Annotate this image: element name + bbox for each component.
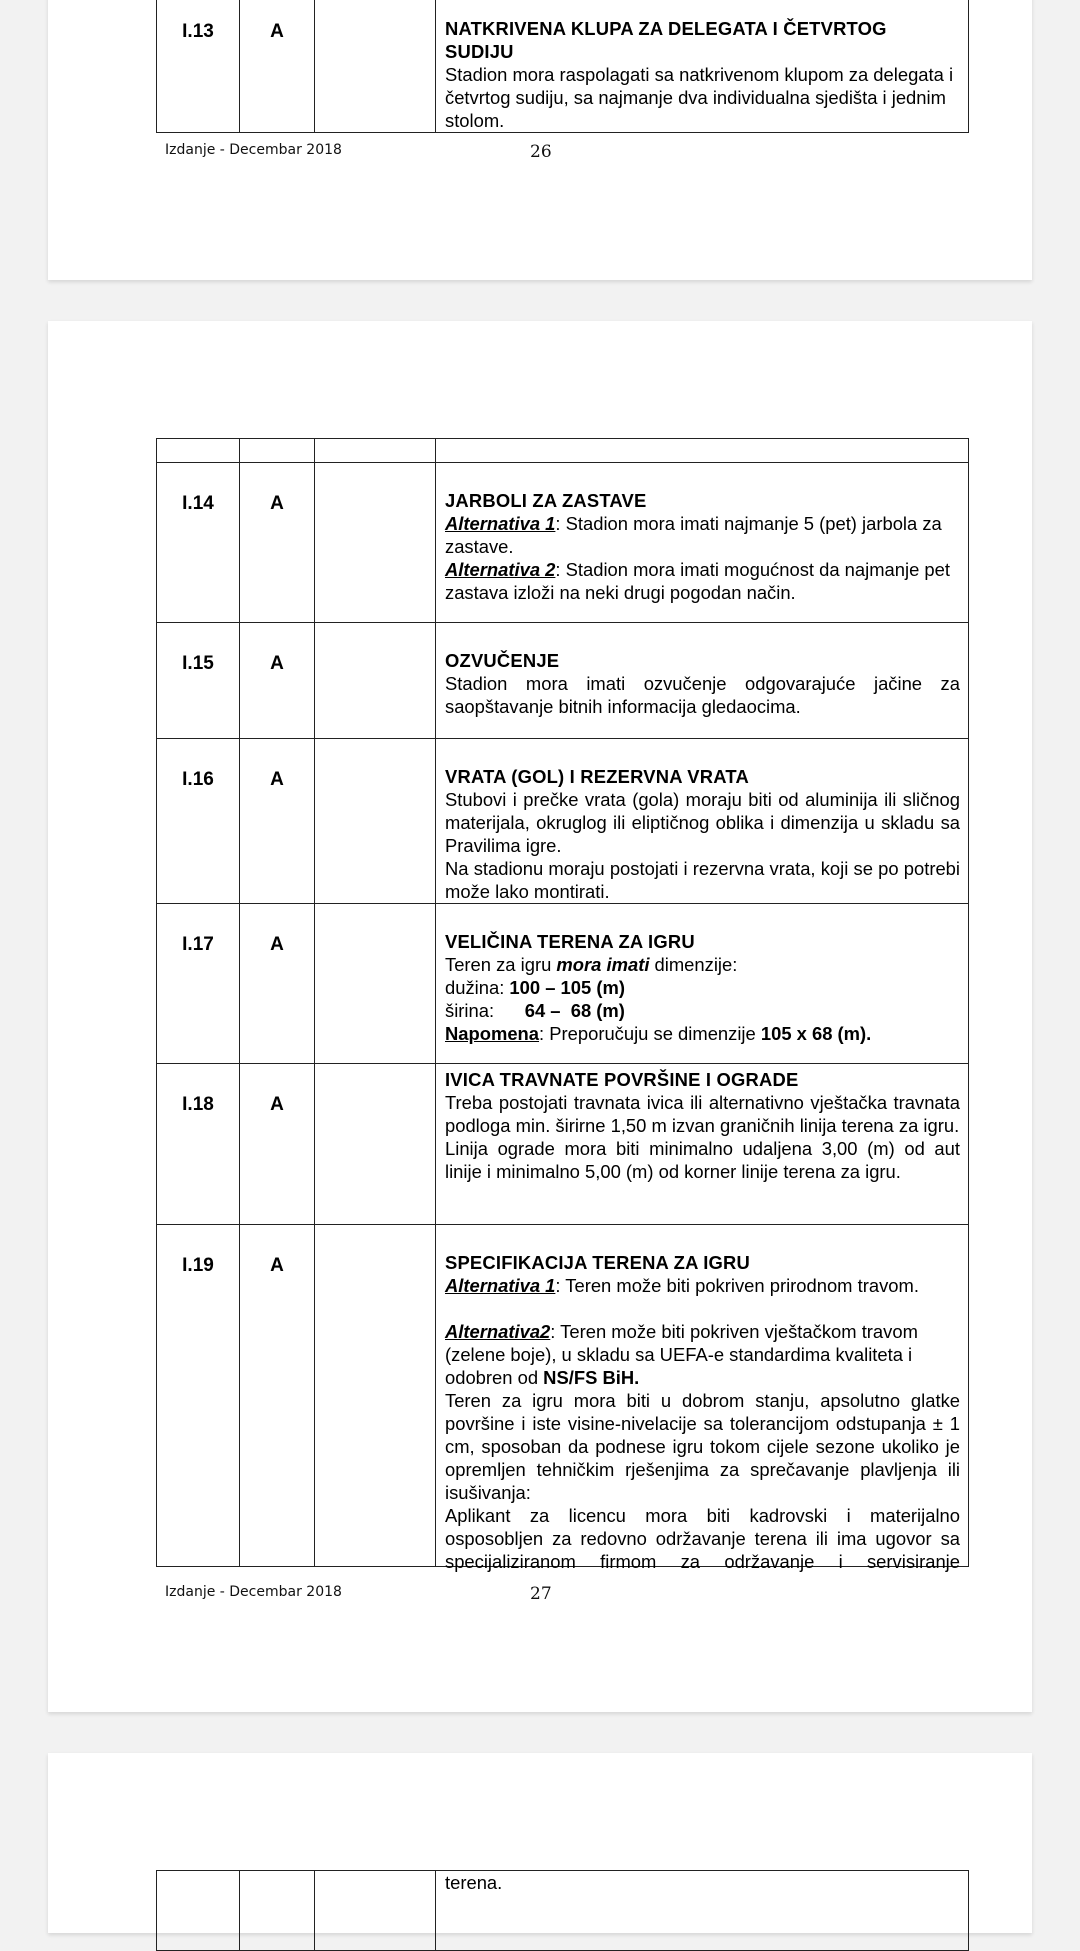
row-text: Na stadionu moraju postojati i rezervna vrata, koji se po potrebi može lako montirati. (445, 858, 960, 902)
width-value: 64 – 68 (m) (524, 1000, 625, 1021)
requirements-table (156, 1870, 969, 1951)
row-text: Linija ograde mora biti minimalno udaljena 3,00 (m) od aut linije i minimalno 5,00 (m) od korner linije terena za igru. (445, 1138, 960, 1182)
table-row (157, 623, 969, 739)
row-level: A (240, 1225, 315, 1567)
row-text (445, 512, 960, 558)
row-code: I.18 (157, 1064, 240, 1225)
empty-cell (315, 1871, 436, 1951)
requirements-table (156, 0, 969, 133)
row-code: I.13 (157, 0, 240, 133)
empty-cell (157, 1871, 240, 1951)
row-text: Treba postojati travnata ivica ili alternativno vještačka travnata podloga min. širirne 1,50 m izvan graničnih linija terena za igru. (445, 1092, 960, 1136)
table-row (157, 1871, 969, 1951)
note-value: 105 x 68 (m). (760, 1023, 872, 1044)
row-description (436, 739, 969, 904)
empty-cell (315, 739, 436, 904)
row-level: A (240, 623, 315, 739)
empty-cell (315, 904, 436, 1064)
table-row (157, 1064, 969, 1225)
alternative-label: Alternativa 2 (445, 559, 556, 580)
row-level: A (240, 904, 315, 1064)
alternative-text: : Teren može biti pokriven vještačkom travom (zelene boje), u skladu sa UEFA-e standardima kvaliteta i odobren od (445, 1321, 918, 1388)
row-description (436, 623, 969, 739)
row-title: VELIČINA TERENA ZA IGRU (445, 931, 695, 952)
alternative-text: : Teren može biti pokriven prirodnom travom. (555, 1275, 919, 1296)
empty-cell (315, 1064, 436, 1225)
row-code: I.15 (157, 623, 240, 739)
alternative-label: Alternativa 1 (445, 513, 556, 534)
row-text: Aplikant za licencu mora biti kadrovski i materijalno osposobljen za redovno održavanje terena ili ima ugovor sa specijaliziranom firmom za održavanje i servisiranje (445, 1505, 960, 1572)
table-row (157, 463, 969, 623)
empty-cell (240, 1871, 315, 1951)
row-code: I.14 (157, 463, 240, 623)
table-header-row (157, 439, 969, 463)
text-span: Teren za igru (445, 954, 557, 975)
alternative-label: Alternativa2 (445, 1321, 551, 1342)
row-code: I.16 (157, 739, 240, 904)
width-line (445, 999, 960, 1022)
empty-cell (315, 0, 436, 133)
row-text (445, 1274, 960, 1297)
row-title: JARBOLI ZA ZASTAVE (445, 490, 647, 511)
organization-name: NS/FS BiH. (543, 1367, 640, 1388)
row-text: Teren za igru mora biti u dobrom stanju, apsolutno glatke površine i iste visine-nivelacije sa tolerancijom odstupanja ± 1 cm, sposoban da podnese igru tokom cijele sezone ukoliko je opremljen tehničkim rješenjima za sprečavanje plavljenja ili isušivanja: (445, 1390, 960, 1503)
page-28 (48, 1753, 1032, 1933)
empty-cell (315, 1225, 436, 1567)
empty-cell (436, 439, 969, 463)
row-description (436, 1064, 969, 1225)
empty-cell (315, 439, 436, 463)
empty-cell (157, 439, 240, 463)
row-text (445, 558, 960, 604)
page-number: 27 (530, 1584, 552, 1604)
row-text: terena. (445, 1872, 503, 1893)
row-level: A (240, 739, 315, 904)
row-level: A (240, 463, 315, 623)
row-level: A (240, 0, 315, 133)
table-row (157, 739, 969, 904)
row-title: NATKRIVENA KLUPA ZA DELEGATA I ČETVRTOG SUDIJU (445, 18, 887, 62)
row-text (445, 953, 960, 976)
text-span: širina: (445, 1000, 525, 1021)
table-row (157, 1225, 969, 1567)
empty-cell (240, 439, 315, 463)
note-label: Napomena (445, 1023, 540, 1044)
row-text: Stadion mora imati ozvučenje odgovarajuće jačine za saopštavanje bitnih informacija gledaocima. (445, 673, 960, 717)
row-text: Stubovi i prečke vrata (gola) moraju biti od aluminija ili sličnog materijala, okruglog ili eliptičnog oblika i dimenzija u skladu sa Pravilima igre. (445, 789, 960, 856)
note-line (445, 1022, 960, 1045)
alternative-label: Alternativa 1 (445, 1275, 556, 1296)
row-text: Stadion mora raspolagati sa natkrivenom klupom za delegata i četvrtog sudiju, sa najmanje dva individualna sjedišta i jednim stolom. (445, 64, 954, 131)
text-span: dužina: (445, 977, 510, 998)
text-span: : Preporučuju se dimenzije (539, 1023, 761, 1044)
empty-cell (315, 463, 436, 623)
table-row (157, 904, 969, 1064)
row-description (436, 463, 969, 623)
row-title: IVICA TRAVNATE POVRŠINE I OGRADE (445, 1069, 799, 1090)
footer-edition: Izdanje - Decembar 2018 (165, 1584, 342, 1600)
text-span: mora imati (556, 954, 650, 975)
row-level: A (240, 1064, 315, 1225)
row-description (436, 1225, 969, 1572)
length-value: 100 – 105 (m) (509, 977, 625, 998)
alternative-text: : Stadion mora imati mogućnost da najmanje pet zastava izloži na neki drugi pogodan način. (445, 559, 950, 603)
spacer (445, 1297, 960, 1320)
row-title: SPECIFIKACIJA TERENA ZA IGRU (445, 1252, 750, 1273)
row-code: I.17 (157, 904, 240, 1064)
empty-cell (315, 623, 436, 739)
page-26 (48, 0, 1032, 280)
row-code: I.19 (157, 1225, 240, 1567)
table-row (157, 0, 969, 133)
length-line (445, 976, 960, 999)
row-description (436, 904, 969, 1064)
footer-edition: Izdanje - Decembar 2018 (165, 142, 342, 158)
row-description (436, 1871, 969, 1951)
text-span: dimenzije: (649, 954, 738, 975)
page-number: 26 (530, 142, 552, 162)
requirements-table (156, 438, 969, 1572)
row-title: OZVUČENJE (445, 650, 560, 671)
alternative-text: : Stadion mora imati najmanje 5 (pet) jarbola za zastave. (445, 513, 942, 557)
row-description (436, 0, 969, 133)
row-title: VRATA (GOL) I REZERVNA VRATA (445, 766, 749, 787)
page-27 (48, 321, 1032, 1712)
row-text (445, 1320, 960, 1389)
